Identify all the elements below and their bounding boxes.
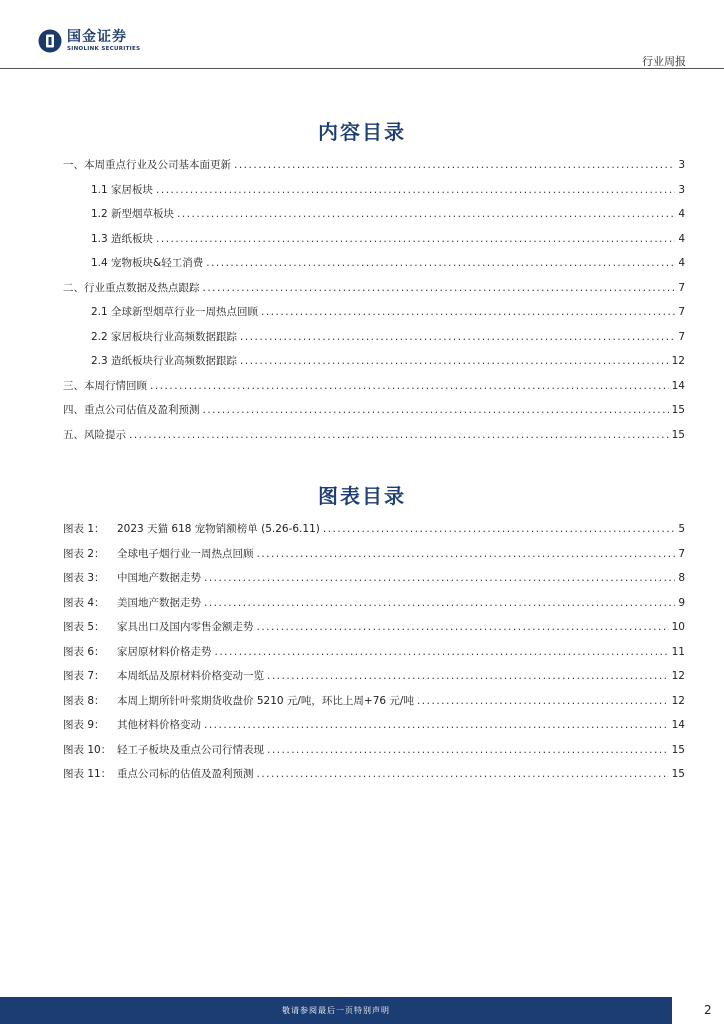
figures-title: 图表目录 bbox=[318, 484, 406, 508]
toc-entry[interactable] bbox=[63, 280, 685, 305]
figure-title: 家居原材料价格走势 bbox=[117, 645, 212, 658]
figure-entry[interactable] bbox=[63, 766, 685, 791]
figure-entry[interactable] bbox=[63, 693, 685, 718]
toc-entry[interactable] bbox=[63, 255, 685, 280]
toc-entry-title: 1.2 新型烟草板块 bbox=[91, 208, 175, 220]
dot-leader bbox=[129, 429, 669, 441]
toc-entry-title: 2.3 造纸板块行业高频数据跟踪 bbox=[91, 355, 238, 367]
figure-title: 家具出口及国内零售金额走势 bbox=[117, 621, 254, 633]
dot-leader bbox=[323, 523, 675, 535]
page-ref: 9 bbox=[678, 596, 685, 609]
page-ref: 3 bbox=[678, 183, 685, 196]
dot-leader bbox=[156, 184, 675, 196]
page-ref: 11 bbox=[671, 645, 685, 658]
figure-entry[interactable] bbox=[63, 742, 685, 767]
logo-english-name: SINOLINK SECURITIES bbox=[67, 45, 141, 52]
dot-leader bbox=[203, 404, 669, 416]
toc-entry[interactable] bbox=[63, 378, 685, 403]
dot-leader bbox=[417, 695, 669, 707]
dot-leader bbox=[267, 744, 669, 756]
footer-bar bbox=[0, 997, 672, 1024]
dot-leader bbox=[215, 646, 669, 658]
toc-entry-title: 四、重点公司估值及盈利预测 bbox=[63, 404, 200, 416]
page-ref: 7 bbox=[678, 281, 685, 294]
figure-title: 其他材料价格变动 bbox=[117, 719, 201, 731]
contents-list bbox=[63, 157, 685, 451]
figure-title: 重点公司标的估值及盈利预测 bbox=[117, 768, 254, 780]
page-ref: 7 bbox=[678, 547, 685, 560]
toc-entry[interactable] bbox=[63, 402, 685, 427]
page-header bbox=[0, 0, 724, 70]
page-ref: 4 bbox=[678, 257, 685, 269]
contents-title: 内容目录 bbox=[318, 120, 406, 144]
company-logo bbox=[38, 29, 140, 53]
figure-title: 2023 天猫 618 宠物销额榜单 (5.26-6.11) bbox=[117, 523, 320, 535]
dot-leader bbox=[240, 331, 675, 343]
sinolink-logo-icon bbox=[38, 29, 62, 53]
page-ref: 14 bbox=[671, 719, 685, 731]
figure-number: 图表 10： bbox=[63, 743, 112, 756]
figure-entry[interactable] bbox=[63, 717, 685, 742]
page-ref: 4 bbox=[678, 208, 685, 220]
figure-entry[interactable] bbox=[63, 521, 685, 546]
page-ref: 7 bbox=[678, 306, 685, 318]
dot-leader bbox=[267, 670, 669, 682]
page-ref: 14 bbox=[671, 379, 685, 392]
dot-leader bbox=[156, 233, 675, 245]
page-ref: 4 bbox=[678, 232, 685, 245]
page-ref: 12 bbox=[671, 670, 685, 682]
report-type: 行业周报 bbox=[642, 55, 686, 68]
toc-entry-title: 五、风险提示 bbox=[63, 428, 126, 441]
figures-list bbox=[63, 521, 685, 791]
toc-entry[interactable] bbox=[63, 231, 685, 256]
figure-title: 中国地产数据走势 bbox=[117, 572, 201, 584]
toc-entry-title: 二、行业重点数据及热点跟踪 bbox=[63, 281, 200, 294]
toc-entry[interactable] bbox=[63, 353, 685, 378]
dot-leader bbox=[206, 257, 675, 269]
figure-number: 图表 8： bbox=[63, 694, 105, 707]
toc-entry-title: 三、本周行情回顾 bbox=[63, 379, 147, 392]
figure-title: 轻工子板块及重点公司行情表现 bbox=[117, 743, 264, 756]
dot-leader bbox=[234, 159, 675, 171]
figure-entry[interactable] bbox=[63, 619, 685, 644]
toc-entry-title: 1.3 造纸板块 bbox=[91, 232, 154, 245]
toc-entry-title: 2.2 家居板块行业高频数据跟踪 bbox=[91, 330, 238, 343]
toc-entry-title: 一、本周重点行业及公司基本面更新 bbox=[63, 159, 231, 171]
page-ref: 7 bbox=[678, 330, 685, 343]
page-ref: 8 bbox=[678, 572, 685, 584]
dot-leader bbox=[257, 621, 669, 633]
figure-entry[interactable] bbox=[63, 644, 685, 669]
page-footer bbox=[0, 997, 724, 1024]
dot-leader bbox=[261, 306, 675, 318]
dot-leader bbox=[150, 380, 669, 392]
toc-entry[interactable] bbox=[63, 182, 685, 207]
page-ref: 12 bbox=[671, 694, 685, 707]
page-ref: 15 bbox=[671, 768, 685, 780]
figure-entry[interactable] bbox=[63, 570, 685, 595]
page-ref: 15 bbox=[671, 404, 685, 416]
dot-leader bbox=[240, 355, 669, 367]
dot-leader bbox=[204, 719, 669, 731]
figure-number: 图表 11： bbox=[63, 768, 112, 780]
page-ref: 12 bbox=[671, 355, 685, 367]
figure-title: 本周上期所针叶浆期货收盘价 5210 元/吨，环比上周+76 元/吨 bbox=[117, 694, 414, 707]
figure-title: 全球电子烟行业一周热点回顾 bbox=[117, 547, 254, 560]
figure-title: 本周纸品及原材料价格变动一览 bbox=[117, 670, 264, 682]
page-ref: 5 bbox=[678, 523, 685, 535]
figure-entry[interactable] bbox=[63, 668, 685, 693]
header-divider bbox=[0, 68, 724, 69]
figure-number: 图表 4： bbox=[63, 596, 105, 609]
figure-entry[interactable] bbox=[63, 595, 685, 620]
figure-number: 图表 5： bbox=[63, 621, 105, 633]
dot-leader bbox=[257, 768, 669, 780]
page-ref: 15 bbox=[671, 428, 685, 441]
dot-leader bbox=[257, 548, 676, 560]
dot-leader bbox=[204, 597, 675, 609]
dot-leader bbox=[177, 208, 675, 220]
figure-entry[interactable] bbox=[63, 546, 685, 571]
toc-entry[interactable] bbox=[63, 329, 685, 354]
toc-entry[interactable] bbox=[63, 206, 685, 231]
figure-number: 图表 6： bbox=[63, 645, 105, 658]
page-number: 2 bbox=[704, 1003, 712, 1017]
figure-number: 图表 9： bbox=[63, 719, 105, 731]
logo-chinese-name: 国金证券 bbox=[67, 28, 127, 45]
toc-entry[interactable] bbox=[63, 304, 685, 329]
page-ref: 10 bbox=[671, 621, 685, 633]
figure-number: 图表 3： bbox=[63, 572, 105, 584]
page-ref: 3 bbox=[678, 159, 685, 171]
toc-entry[interactable] bbox=[63, 427, 685, 452]
toc-entry-title: 1.1 家居板块 bbox=[91, 183, 154, 196]
dot-leader bbox=[203, 282, 676, 294]
figure-number: 图表 1： bbox=[63, 523, 105, 535]
toc-entry[interactable] bbox=[63, 157, 685, 182]
figure-title: 美国地产数据走势 bbox=[117, 596, 201, 609]
footer-disclaimer: 敬请参阅最后一页特别声明 bbox=[282, 1006, 390, 1015]
toc-entry-title: 2.1 全球新型烟草行业一周热点回顾 bbox=[91, 306, 259, 318]
figure-number: 图表 7： bbox=[63, 670, 105, 682]
dot-leader bbox=[204, 572, 675, 584]
figure-number: 图表 2： bbox=[63, 547, 105, 560]
page-ref: 15 bbox=[671, 743, 685, 756]
toc-entry-title: 1.4 宠物板块&轻工消费 bbox=[91, 257, 204, 269]
